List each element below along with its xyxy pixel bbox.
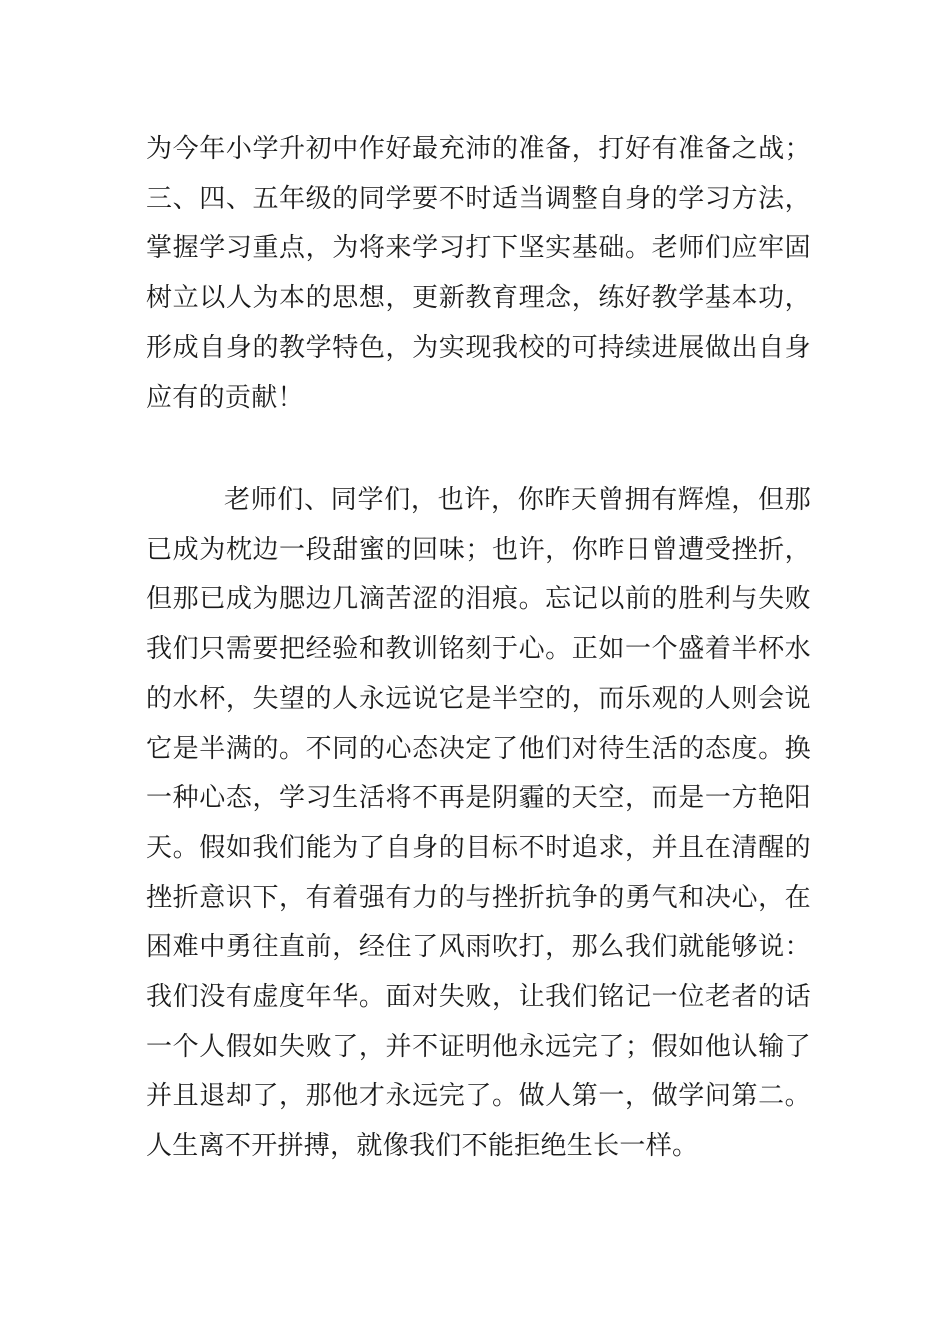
paragraph-line: 形成自身的教学特色，为实现我校的可持续进展做出自身 bbox=[146, 332, 811, 363]
paragraph-line: 我们只需要把经验和教训铭刻于心。正如一个盛着半杯水 bbox=[146, 634, 811, 665]
paragraph-line: 为今年小学升初中作好最充沛的准备，打好有准备之战； bbox=[146, 134, 811, 164]
paragraph-line: 人生离不开拼搏，就像我们不能拒绝生长一样。 bbox=[146, 1131, 699, 1162]
paragraph-line: 困难中勇往直前，经住了风雨吹打，那么我们就能够说： bbox=[146, 932, 811, 963]
paragraph-line: 已成为枕边一段甜蜜的回味；也许，你昨日曾遭受挫折， bbox=[146, 534, 811, 565]
paragraph-1 bbox=[146, 125, 811, 423]
paragraph-line: 一种心态，学习生活将不再是阴霾的天空，而是一方艳阳 bbox=[146, 783, 811, 814]
paragraph-line: 它是半满的。不同的心态决定了他们对待生活的态度。换 bbox=[146, 733, 811, 764]
paragraph-line: 并且退却了，那他才永远完了。做人第一，做学问第二。 bbox=[146, 1081, 811, 1112]
paragraph-line: 的水杯，失望的人永远说它是半空的，而乐观的人则会说 bbox=[146, 683, 811, 714]
paragraph-line: 应有的贡献！ bbox=[146, 382, 304, 413]
paragraph-line: 三、四、五年级的同学要不时适当调整自身的学习方法， bbox=[146, 183, 811, 214]
paragraph-line: 但那已成为腮边几滴苦涩的泪痕。忘记以前的胜利与失败 bbox=[146, 584, 811, 615]
paragraph-line: 我们没有虚度年华。面对失败，让我们铭记一位老者的话 bbox=[146, 982, 811, 1013]
paragraph-2 bbox=[146, 476, 811, 1172]
paragraph-line: 掌握学习重点，为将来学习打下坚实基础。老师们应牢固 bbox=[146, 233, 811, 264]
paragraph-line: 老师们、同学们，也许，你昨天曾拥有辉煌，但那 bbox=[224, 485, 811, 515]
paragraph-line: 天。假如我们能为了自身的目标不时追求，并且在清醒的 bbox=[146, 832, 811, 863]
paragraph-line: 挫折意识下，有着强有力的与挫折抗争的勇气和决心，在 bbox=[146, 882, 811, 913]
paragraph-line: 树立以人为本的思想，更新教育理念，练好教学基本功， bbox=[146, 283, 811, 314]
paragraph-line: 一个人假如失败了，并不证明他永远完了；假如他认输了 bbox=[146, 1031, 811, 1062]
